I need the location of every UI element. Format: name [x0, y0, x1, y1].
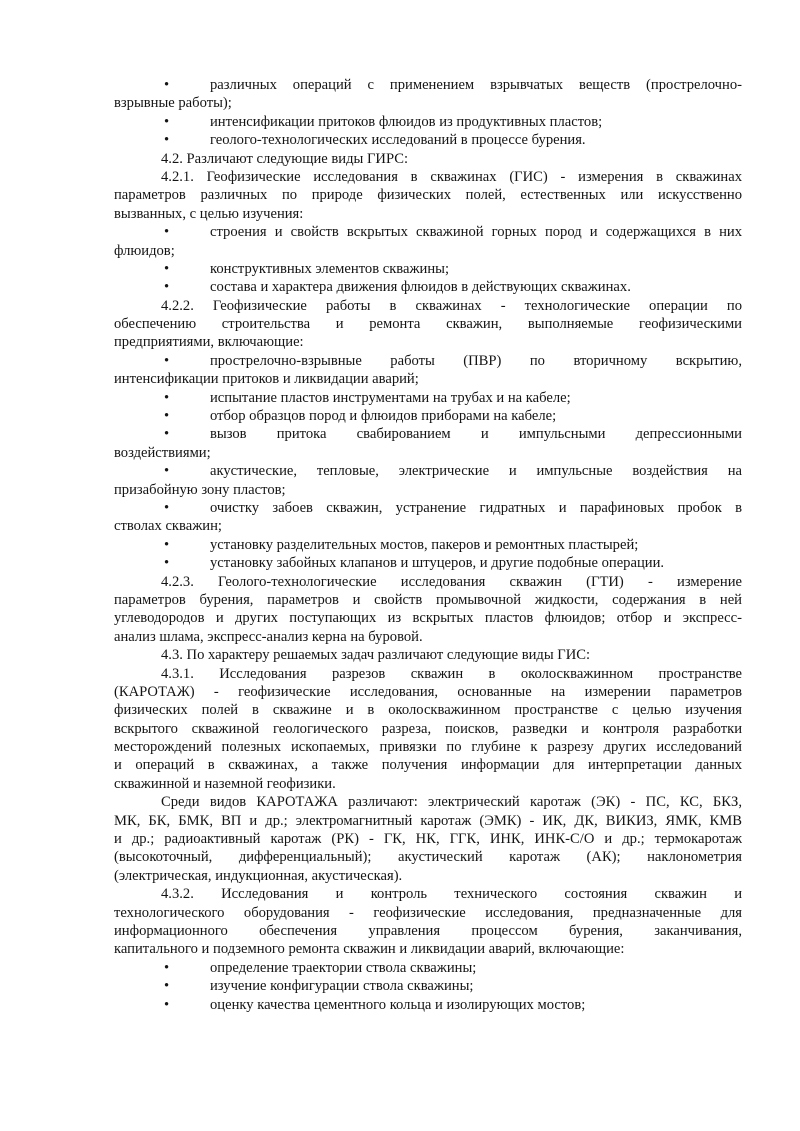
line-text: предприятиями, включающие:	[114, 334, 304, 351]
text-line	[114, 830, 742, 848]
bullet-marker: •	[164, 959, 170, 976]
line-text: интенсификации притоков и ликвидации аварий;	[114, 371, 419, 388]
bullet-marker: •	[164, 224, 170, 241]
text-line	[114, 186, 742, 204]
bullet-item	[114, 76, 742, 113]
line-text: МК, БК, БМК, ВП и др.; электромагнитный каротаж (ЭМК) - ИК, ДК, ВИКИЗ, ЯМК, КМВ	[114, 812, 742, 829]
text-line	[114, 278, 742, 296]
line-text: месторождений полезных ископаемых, привязки по глубине к разрезу других исследований	[114, 739, 742, 756]
line-text: оценку качества цементного кольца и изолирующих мостов;	[210, 996, 586, 1013]
paragraph	[114, 150, 742, 168]
text-line	[114, 940, 742, 958]
bullet-marker: •	[164, 113, 170, 130]
text-line	[114, 260, 742, 278]
text-line	[114, 701, 742, 719]
text-line	[114, 554, 742, 572]
line-text: вызванных, с целью изучения:	[114, 205, 304, 222]
line-text: определение траектории ствола скважины;	[210, 959, 477, 976]
text-line	[114, 150, 742, 168]
bullet-marker: •	[164, 352, 170, 369]
line-text: вызов притока свабированием и импульсными депрессионными	[210, 426, 742, 443]
text-line	[114, 628, 742, 646]
line-text: установку забойных клапанов и штуцеров, и другие подобные операции.	[210, 555, 665, 572]
bullet-item	[114, 996, 742, 1014]
line-text: параметров бурения, параметров и свойств промывочной жидкости, содержания в ней	[114, 591, 742, 608]
bullet-marker: •	[164, 132, 170, 149]
text-line	[114, 333, 742, 351]
line-text: взрывные работы);	[114, 95, 232, 112]
line-text: воздействиями;	[114, 444, 211, 461]
line-text: обеспечению строительства и ремонта скважин, выполняемые геофизическими	[114, 316, 742, 333]
text-line	[114, 738, 742, 756]
bullet-marker: •	[164, 426, 170, 443]
line-text: и др.; радиоактивный каротаж (РК) - ГК, НК, ГГК, ИНК, ИНК-С/О и др.; термокаротаж	[114, 831, 742, 848]
text-line	[114, 536, 742, 554]
line-text: состава и характера движения флюидов в действующих скважинах.	[210, 279, 631, 296]
line-text: 4.2.3. Геолого-технологические исследования скважин (ГТИ) - измерение	[161, 573, 742, 590]
text-line	[114, 720, 742, 738]
text-line	[114, 205, 742, 223]
line-text: изучение конфигурации ствола скважины;	[210, 978, 474, 995]
bullet-marker: •	[164, 408, 170, 425]
line-text: физических полей в скважине и в околоскважинном пространстве с целью изучения	[114, 702, 742, 719]
line-text: капитального и подземного ремонта скважин и ликвидации аварий, включающие:	[114, 941, 625, 958]
line-text: отбор образцов пород и флюидов приборами на кабеле;	[210, 408, 557, 425]
text-line	[114, 76, 742, 94]
paragraph	[114, 885, 742, 959]
line-text: прострелочно-взрывные работы (ПВР) по вторичному вскрытию,	[210, 352, 742, 369]
paragraph	[114, 168, 742, 223]
text-line	[114, 242, 742, 260]
line-text: параметров различных по природе физических полей, естественных или искусственно	[114, 187, 742, 204]
line-text: Среди видов КАРОТАЖА различают: электрический каротаж (ЭК) - ПС, КС, БКЗ,	[161, 794, 742, 811]
text-line	[114, 425, 742, 443]
line-text: различных операций с применением взрывчатых веществ (прострелочно-	[210, 77, 742, 93]
text-line	[114, 812, 742, 830]
bullet-marker: •	[164, 499, 170, 516]
paragraph	[114, 297, 742, 352]
line-text: установку разделительных мостов, пакеров и ремонтных пластырей;	[210, 536, 639, 553]
bullet-marker: •	[164, 389, 170, 406]
bullet-item	[114, 131, 742, 149]
bullet-marker: •	[164, 260, 170, 277]
text-line	[114, 113, 742, 131]
bullet-item	[114, 260, 742, 278]
bullet-item	[114, 536, 742, 554]
bullet-item	[114, 407, 742, 425]
text-line	[114, 646, 742, 664]
text-line	[114, 297, 742, 315]
text-line	[114, 352, 742, 370]
line-text: (высокоточный, дифференциальный); акустический каротаж (АК); наклонометрия	[114, 849, 742, 866]
line-text: флюидов;	[114, 242, 175, 259]
text-line	[114, 665, 742, 683]
line-text: углеводородов и других поступающих из вскрытых пластов флюидов; отбор и экспресс-	[114, 610, 742, 627]
line-text: (электрическая, индукционная, акустическая).	[114, 867, 403, 884]
text-line	[114, 922, 742, 940]
line-text: скважинной и наземной геофизики.	[114, 775, 336, 792]
text-line	[114, 756, 742, 774]
text-line	[114, 793, 742, 811]
text-line	[114, 867, 742, 885]
text-line	[114, 775, 742, 793]
line-text: 4.2.1. Геофизические исследования в скважинах (ГИС) - измерения в скважинах	[161, 168, 742, 185]
text-line	[114, 683, 742, 701]
text-line	[114, 609, 742, 627]
paragraph	[114, 665, 742, 794]
paragraph	[114, 793, 742, 885]
line-text: 4.3.2. Исследования и контроль технического состояния скважин и	[161, 886, 742, 903]
line-text: испытание пластов инструментами на трубах и на кабеле;	[210, 389, 571, 406]
bullet-item	[114, 554, 742, 572]
bullet-marker: •	[164, 996, 170, 1013]
text-line	[114, 885, 742, 903]
text-line	[114, 517, 742, 535]
line-text: 4.2. Различают следующие виды ГИРС:	[161, 150, 409, 167]
line-text: технологического оборудования - геофизические исследования, предназначенные для	[114, 904, 742, 921]
text-line	[114, 223, 742, 241]
text-line	[114, 315, 742, 333]
line-text: стволах скважин;	[114, 518, 222, 535]
line-text: строения и свойств вскрытых скважиной горных пород и содержащихся в них	[210, 224, 742, 241]
line-text: призабойную зону пластов;	[114, 481, 286, 498]
bullet-item	[114, 278, 742, 296]
bullet-item	[114, 223, 742, 260]
paragraph	[114, 573, 742, 647]
line-text: акустические, тепловые, электрические и импульсные воздействия на	[210, 463, 742, 480]
bullet-item	[114, 425, 742, 462]
bullet-item	[114, 499, 742, 536]
bullet-marker: •	[164, 77, 170, 93]
text-line	[114, 959, 742, 977]
bullet-marker: •	[164, 978, 170, 995]
line-text: 4.2.2. Геофизические работы в скважинах - технологические операции по	[161, 297, 742, 314]
text-line	[114, 131, 742, 149]
text-line	[114, 481, 742, 499]
text-line	[114, 444, 742, 462]
text-line	[114, 996, 742, 1014]
bullet-item	[114, 959, 742, 977]
text-line	[114, 591, 742, 609]
text-line	[114, 977, 742, 995]
text-line	[114, 462, 742, 480]
line-text: интенсификации притоков флюидов из продуктивных пластов;	[210, 113, 603, 130]
bullet-marker: •	[164, 536, 170, 553]
text-line	[114, 407, 742, 425]
text-line	[114, 370, 742, 388]
bullet-item	[114, 977, 742, 995]
text-line	[114, 94, 742, 112]
text-line	[114, 904, 742, 922]
line-text: вскрытого скважиной геологического разреза, поисков, разведки и контроля разработки	[114, 720, 742, 737]
bullet-item	[114, 389, 742, 407]
text-line	[114, 499, 742, 517]
bullet-marker: •	[164, 555, 170, 572]
bullet-item	[114, 113, 742, 131]
bullet-item	[114, 462, 742, 499]
document-body	[114, 76, 742, 1014]
line-text: анализ шлама, экспресс-анализ керна на буровой.	[114, 628, 423, 645]
bullet-marker: •	[164, 279, 170, 296]
line-text: очистку забоев скважин, устранение гидратных и парафиновых пробок в	[210, 499, 742, 516]
bullet-item	[114, 352, 742, 389]
line-text: 4.3. По характеру решаемых задач различают следующие виды ГИС:	[161, 647, 591, 664]
text-line	[114, 389, 742, 407]
paragraph	[114, 646, 742, 664]
line-text: (КАРОТАЖ) - геофизические исследования, основанные на измерении параметров	[114, 683, 742, 700]
line-text: конструктивных элементов скважины;	[210, 260, 450, 277]
text-line	[114, 573, 742, 591]
line-text: геолого-технологических исследований в процессе бурения.	[210, 132, 586, 149]
line-text: 4.3.1. Исследования разрезов скважин в околоскважинном пространстве	[161, 665, 742, 682]
line-text: и операций в скважинах, а также получения информации для интерпретации данных	[114, 757, 742, 774]
text-line	[114, 848, 742, 866]
text-line	[114, 168, 742, 186]
bullet-marker: •	[164, 463, 170, 480]
line-text: информационного обеспечения управления процессом бурения, заканчивания,	[114, 922, 742, 939]
